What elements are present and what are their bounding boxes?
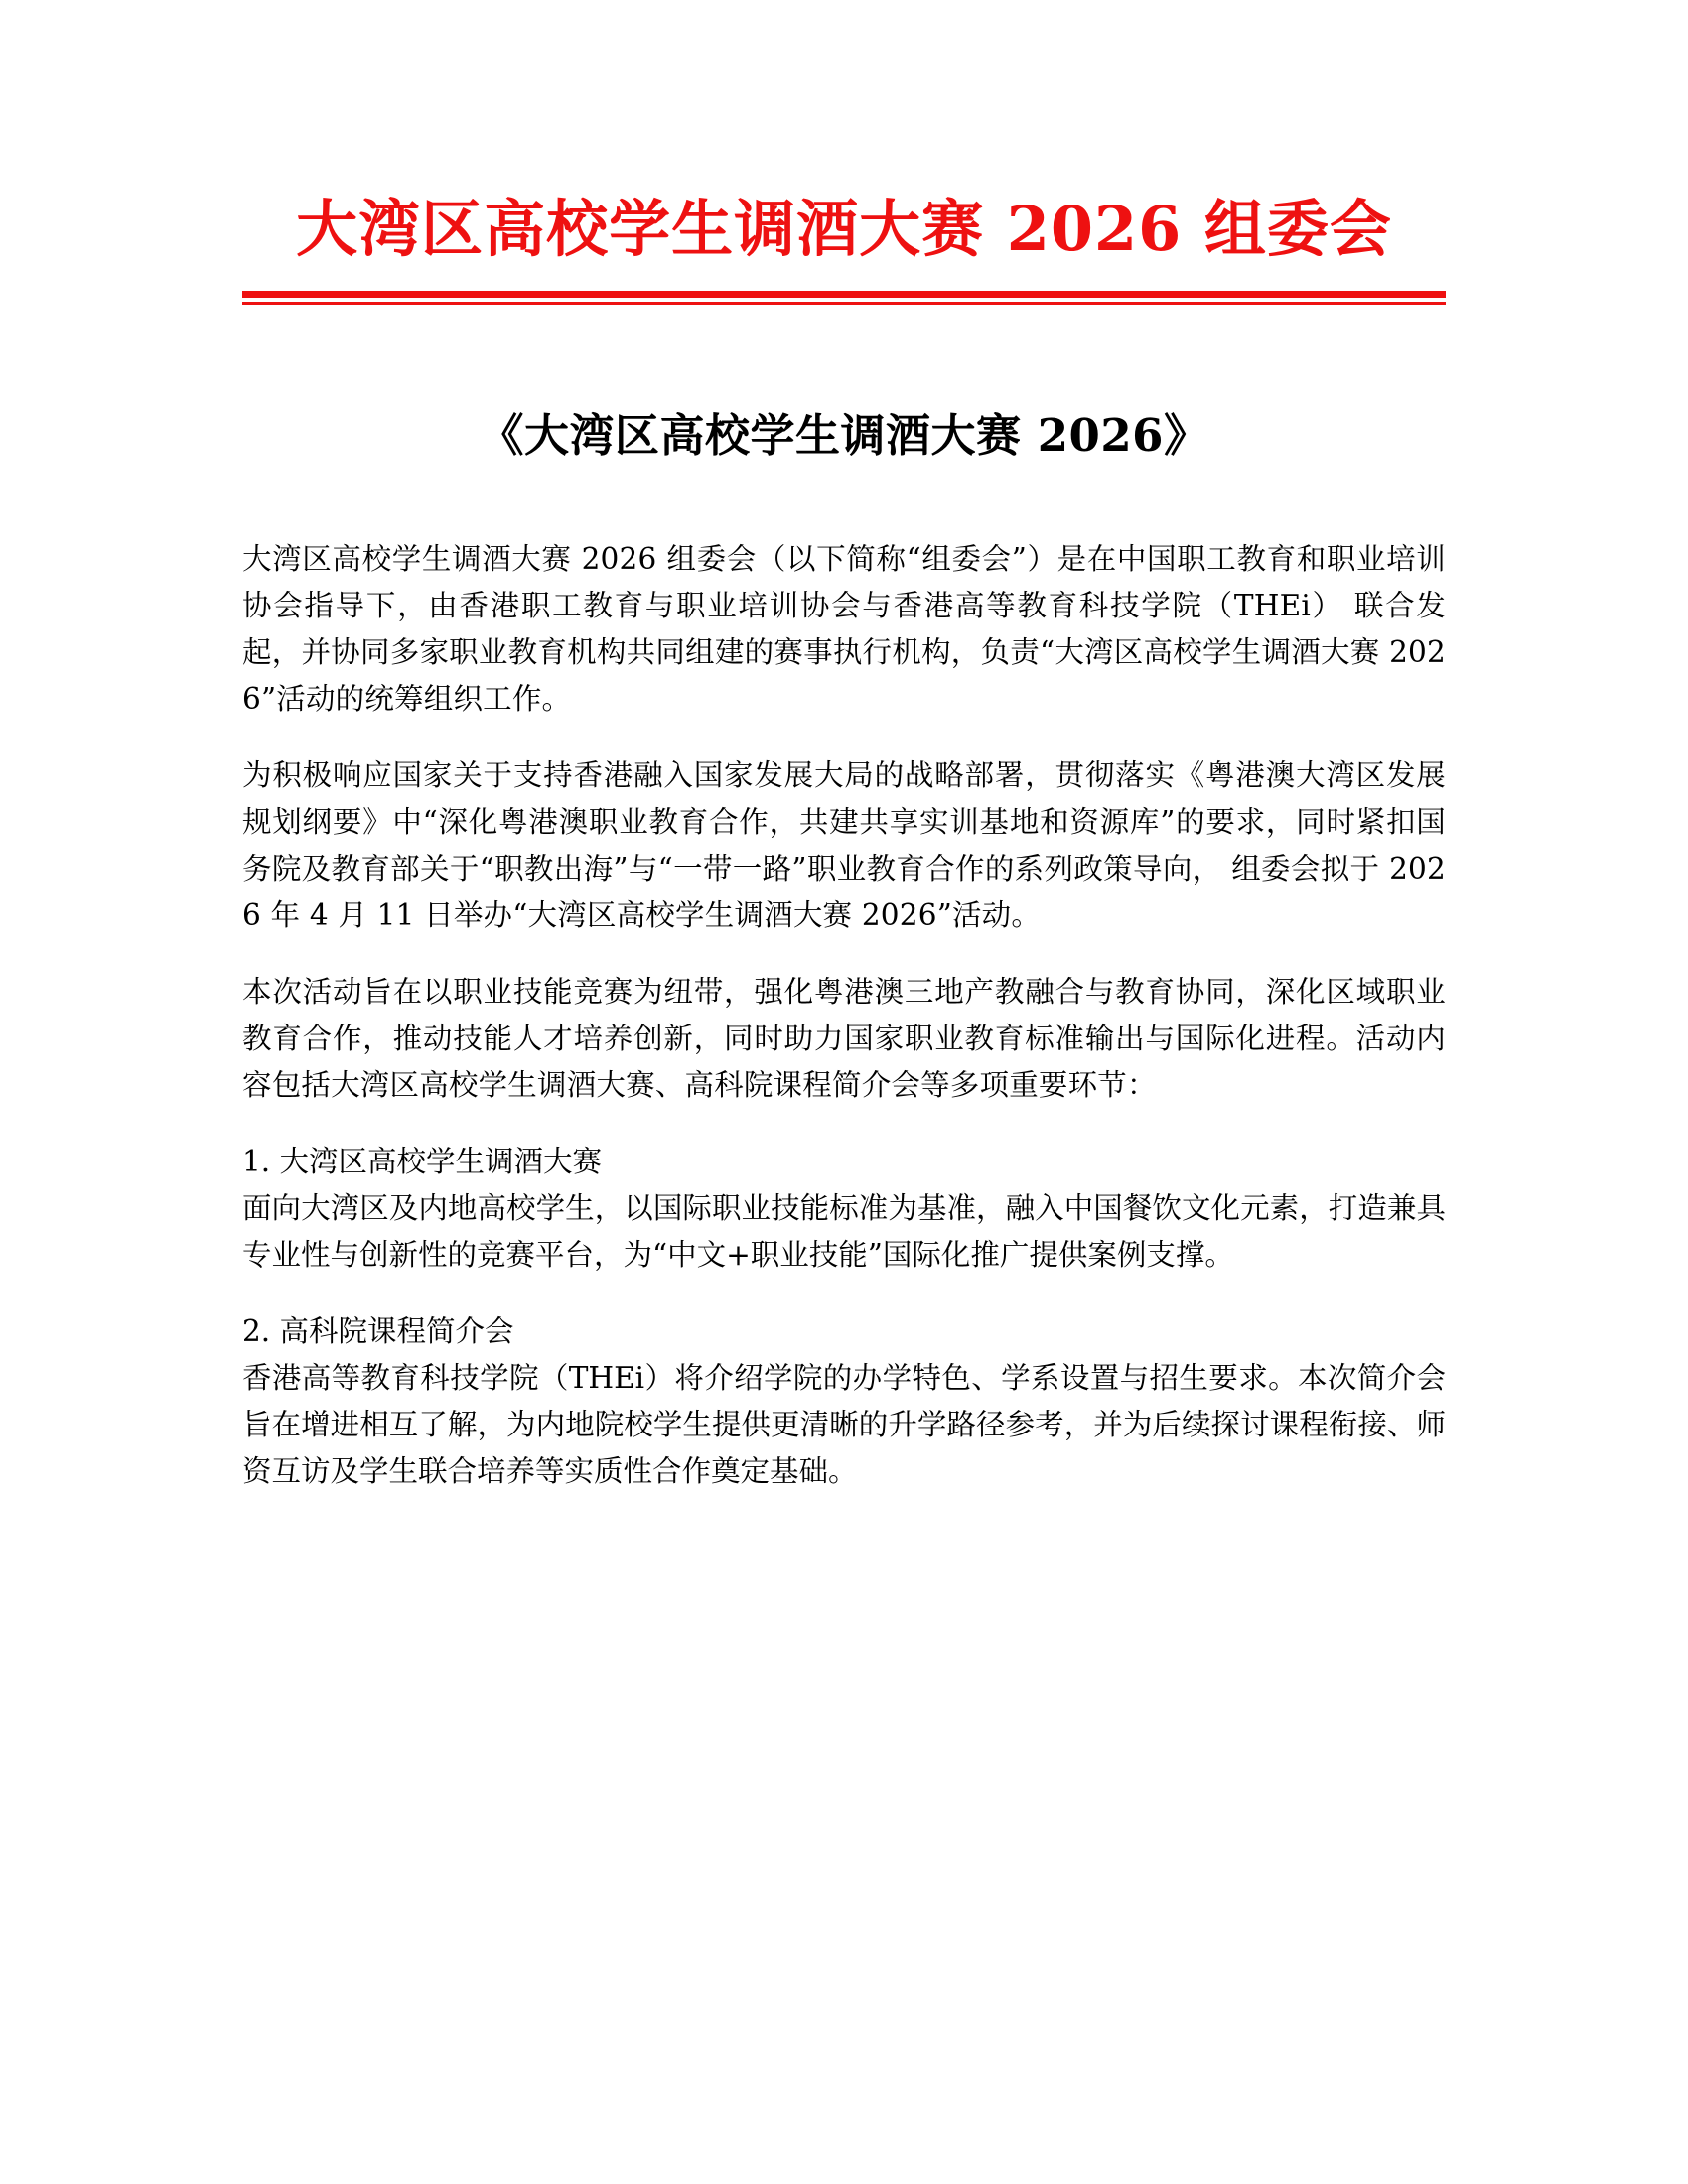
- document-body: [242, 305, 1446, 1494]
- letterhead-organization-title: 大湾区高校学生调酒大赛 2026 组委会: [296, 193, 1392, 265]
- section-1-heading: 1. 大湾区高校学生调酒大赛: [242, 1144, 603, 1178]
- letterhead: [0, 0, 1688, 305]
- section-2-body: 香港高等教育科技学院（THEi）将介绍学院的办学特色、学系设置与招生要求。本次简介会旨在增进相互了解，为内地院校学生提供更清晰的升学路径参考，并为后续探讨课程衔接、师资互访及学生联合培养等实质性合作奠定基础。: [242, 1360, 1446, 1488]
- letterhead-double-rule: [242, 291, 1446, 305]
- section-1-body: 面向大湾区及内地高校学生，以国际职业技能标准为基准，融入中国餐饮文化元素，打造兼具专业性与创新性的竞赛平台，为“中文+职业技能”国际化推广提供案例支撑。: [242, 1190, 1446, 1272]
- section-2-heading: 2. 高科院课程简介会: [242, 1313, 514, 1348]
- paragraph-3: 本次活动旨在以职业技能竞赛为纽带，强化粤港澳三地产教融合与教育协同，深化区域职业教育合作，推动技能人才培养创新，同时助力国家职业教育标准输出与国际化进程。活动内容包括大湾区高校学生调酒大赛、高科院课程简介会等多项重要环节：: [242, 974, 1446, 1102]
- paragraph-2: 为积极响应国家关于支持香港融入国家发展大局的战略部署，贯彻落实《粤港澳大湾区发展规划纲要》中“深化粤港澳职业教育合作，共建共享实训基地和资源库”的要求，同时紧扣国务院及教育部关于“职教出海”与“一带一路”职业教育合作的系列政策导向， 组委会拟于 2026 年 4 月 11 日举办“大湾区高校学生调酒大赛 2026”活动。: [242, 757, 1446, 932]
- paragraph-1: 大湾区高校学生调酒大赛 2026 组委会（以下简称“组委会”）是在中国职工教育和职业培训协会指导下，由香港职工教育与职业培训协会与香港高等教育科技学院（THEi） 联合发起，并协同多家职业教育机构共同组建的赛事执行机构，负责“大湾区高校学生调酒大赛 2026”活动的统筹组织工作。: [242, 541, 1446, 716]
- letterhead-rule-thick: [242, 291, 1446, 298]
- document-title: 《大湾区高校学生调酒大赛 2026》: [479, 409, 1209, 463]
- section-item-1: [242, 1139, 1446, 1279]
- section-item-2: [242, 1308, 1446, 1495]
